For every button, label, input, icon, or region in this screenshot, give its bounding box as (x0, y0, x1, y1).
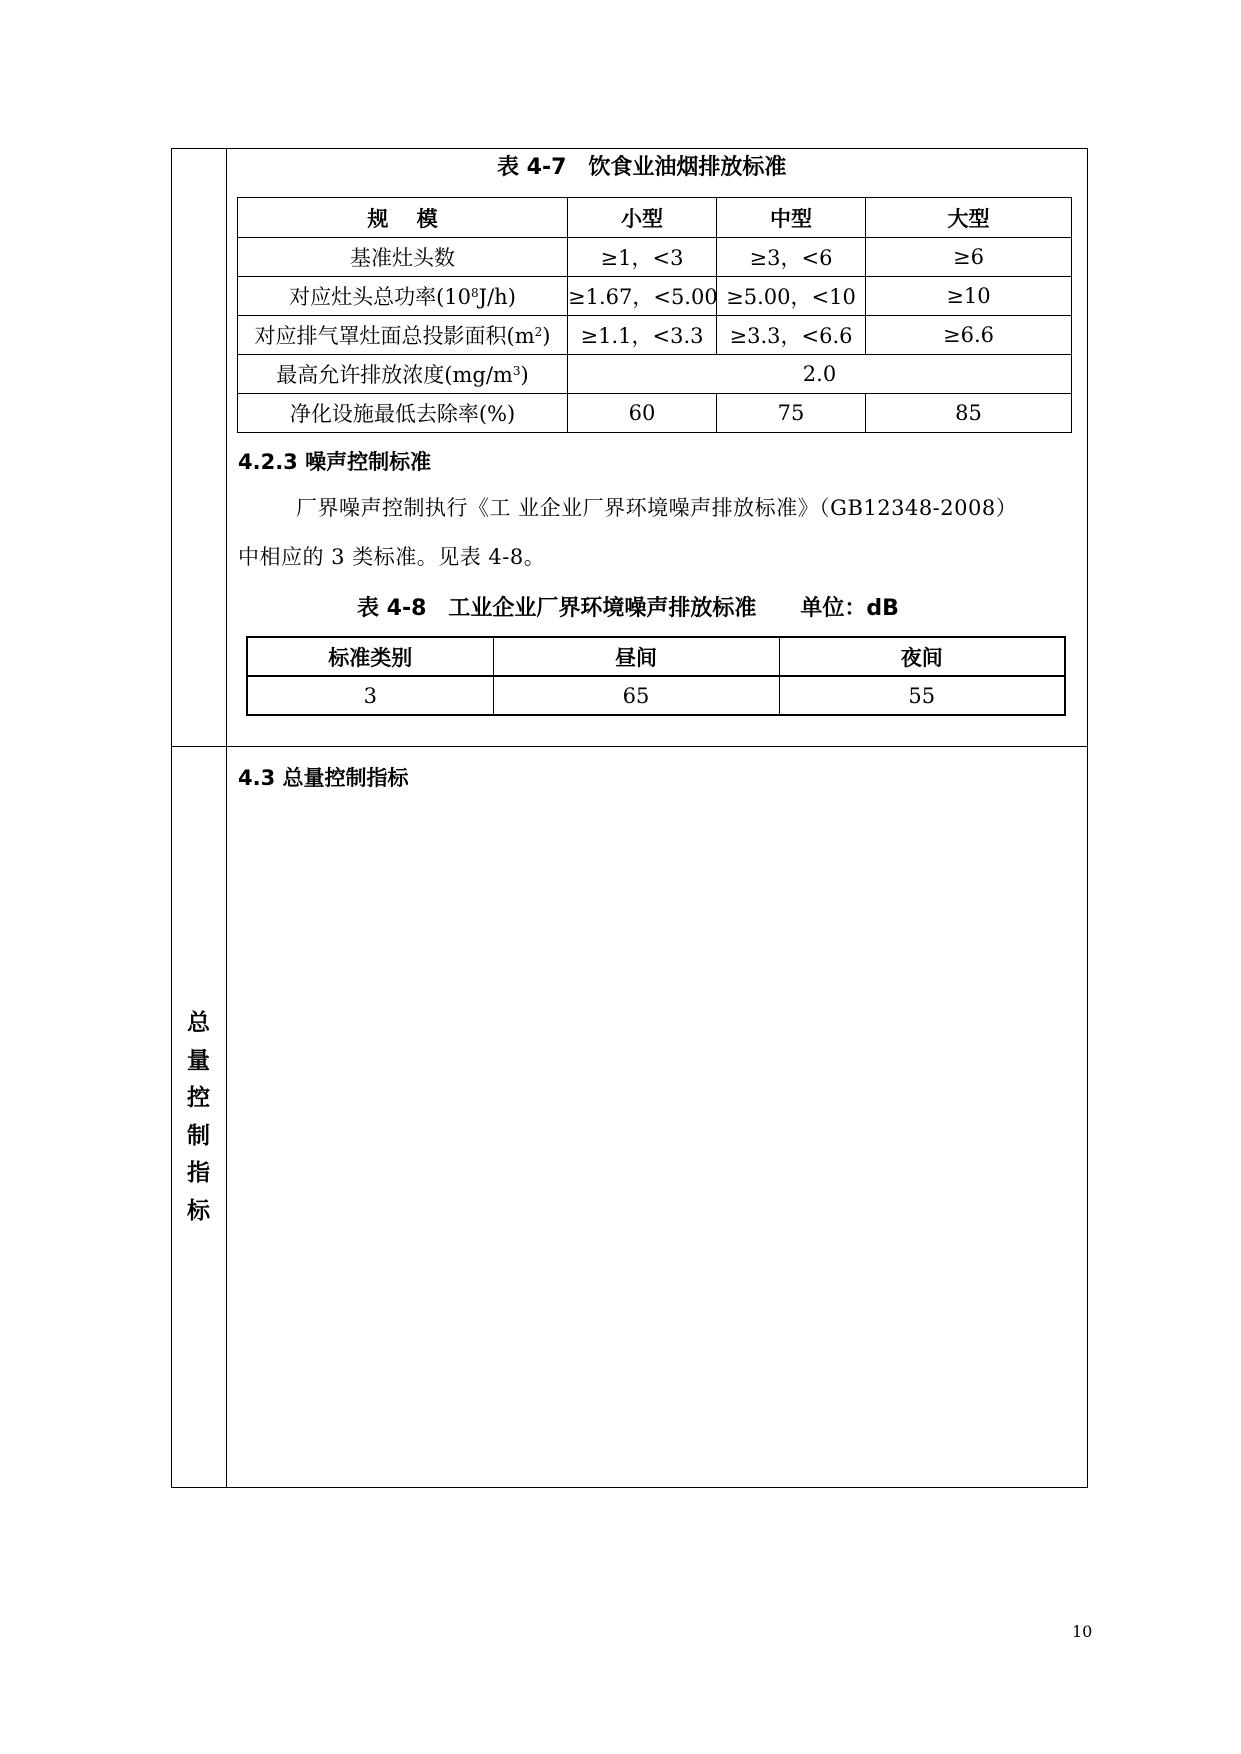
table-row (238, 277, 1072, 316)
header-cell-scale: 规 模 (238, 198, 568, 238)
frame-row-divider (171, 746, 1088, 747)
header-cell-nighttime: 夜间 (779, 637, 1065, 676)
header-cell-small: 小型 (568, 198, 717, 238)
table-4-7 (237, 197, 1072, 433)
table-4-8-title: 表 4-8 工业企业厂界环境噪声排放标准 单位：dB (357, 596, 899, 621)
row-label-text: 最高允许排放浓度(mg/m (276, 363, 513, 387)
table-cell: 60 (568, 394, 717, 433)
table-row (238, 394, 1072, 433)
table-cell: ≥1.67，<5.00 (568, 277, 717, 316)
side-label-char: 标 (187, 1197, 210, 1224)
row-label-text-end: J/h) (478, 285, 516, 309)
row-label: 基准灶头数 (238, 238, 568, 277)
side-label-char: 量 (187, 1047, 210, 1074)
row-label (238, 316, 568, 355)
table-cell: ≥1，<3 (568, 238, 717, 277)
table-4-7-header-row (238, 198, 1072, 238)
section-4-3-heading: 4.3 总量控制指标 (238, 766, 409, 790)
side-label-total-control (171, 1005, 226, 1230)
table-cell: 65 (493, 676, 779, 715)
header-cell-daytime: 昼间 (493, 637, 779, 676)
table-row (238, 238, 1072, 277)
table-row (247, 676, 1065, 715)
table-cell: ≥6.6 (866, 316, 1072, 355)
table-cell: ≥1.1，<3.3 (568, 316, 717, 355)
side-label-char: 总 (187, 1010, 210, 1036)
table-cell: 55 (779, 676, 1065, 715)
row-label: 净化设施最低去除率(%) (238, 394, 568, 433)
section-4-2-3-paragraph-line2: 中相应的 3 类标准。见表 4-8。 (238, 545, 546, 569)
row-label-superscript: 2 (534, 325, 543, 339)
table-cell: ≥3.3，<6.6 (717, 316, 866, 355)
side-label-char: 控 (187, 1085, 210, 1111)
side-label-char: 制 (187, 1122, 210, 1149)
table-cell: ≥3，<6 (717, 238, 866, 277)
frame-column-divider (226, 148, 227, 1488)
row-label-text-end: ) (542, 324, 551, 348)
header-cell-category: 标准类别 (247, 637, 493, 676)
table-cell: ≥6 (866, 238, 1072, 277)
table-4-7-title: 表 4-7 饮食业油烟排放标准 (497, 155, 787, 180)
table-cell: 3 (247, 676, 493, 715)
row-label-text: 对应灶头总功率(10 (289, 285, 472, 309)
section-4-2-3-heading: 4.2.3 噪声控制标准 (238, 450, 432, 474)
table-row (238, 316, 1072, 355)
section-4-2-3-paragraph-line1: 厂界噪声控制执行《工 业企业厂界环境噪声排放标准》（GB12348-2008） (296, 496, 1018, 520)
merged-cell: 2.0 (568, 355, 1072, 394)
row-label (238, 277, 568, 316)
row-label-text: 对应排气罩灶面总投影面积(m (254, 324, 535, 348)
row-label-superscript: 3 (512, 364, 521, 378)
table-4-8-header-row (247, 637, 1065, 676)
row-label (238, 355, 568, 394)
table-4-8 (246, 636, 1066, 716)
row-label-text-end: ) (520, 363, 529, 387)
page-number: 10 (1072, 1622, 1093, 1641)
header-cell-large: 大型 (866, 198, 1072, 238)
table-cell: 75 (717, 394, 866, 433)
table-cell: ≥10 (866, 277, 1072, 316)
table-cell: 85 (866, 394, 1072, 433)
header-cell-medium: 中型 (717, 198, 866, 238)
table-row (238, 355, 1072, 394)
side-label-char: 指 (187, 1160, 210, 1186)
row-label-superscript: 8 (471, 286, 479, 300)
table-cell: ≥5.00，<10 (717, 277, 866, 316)
